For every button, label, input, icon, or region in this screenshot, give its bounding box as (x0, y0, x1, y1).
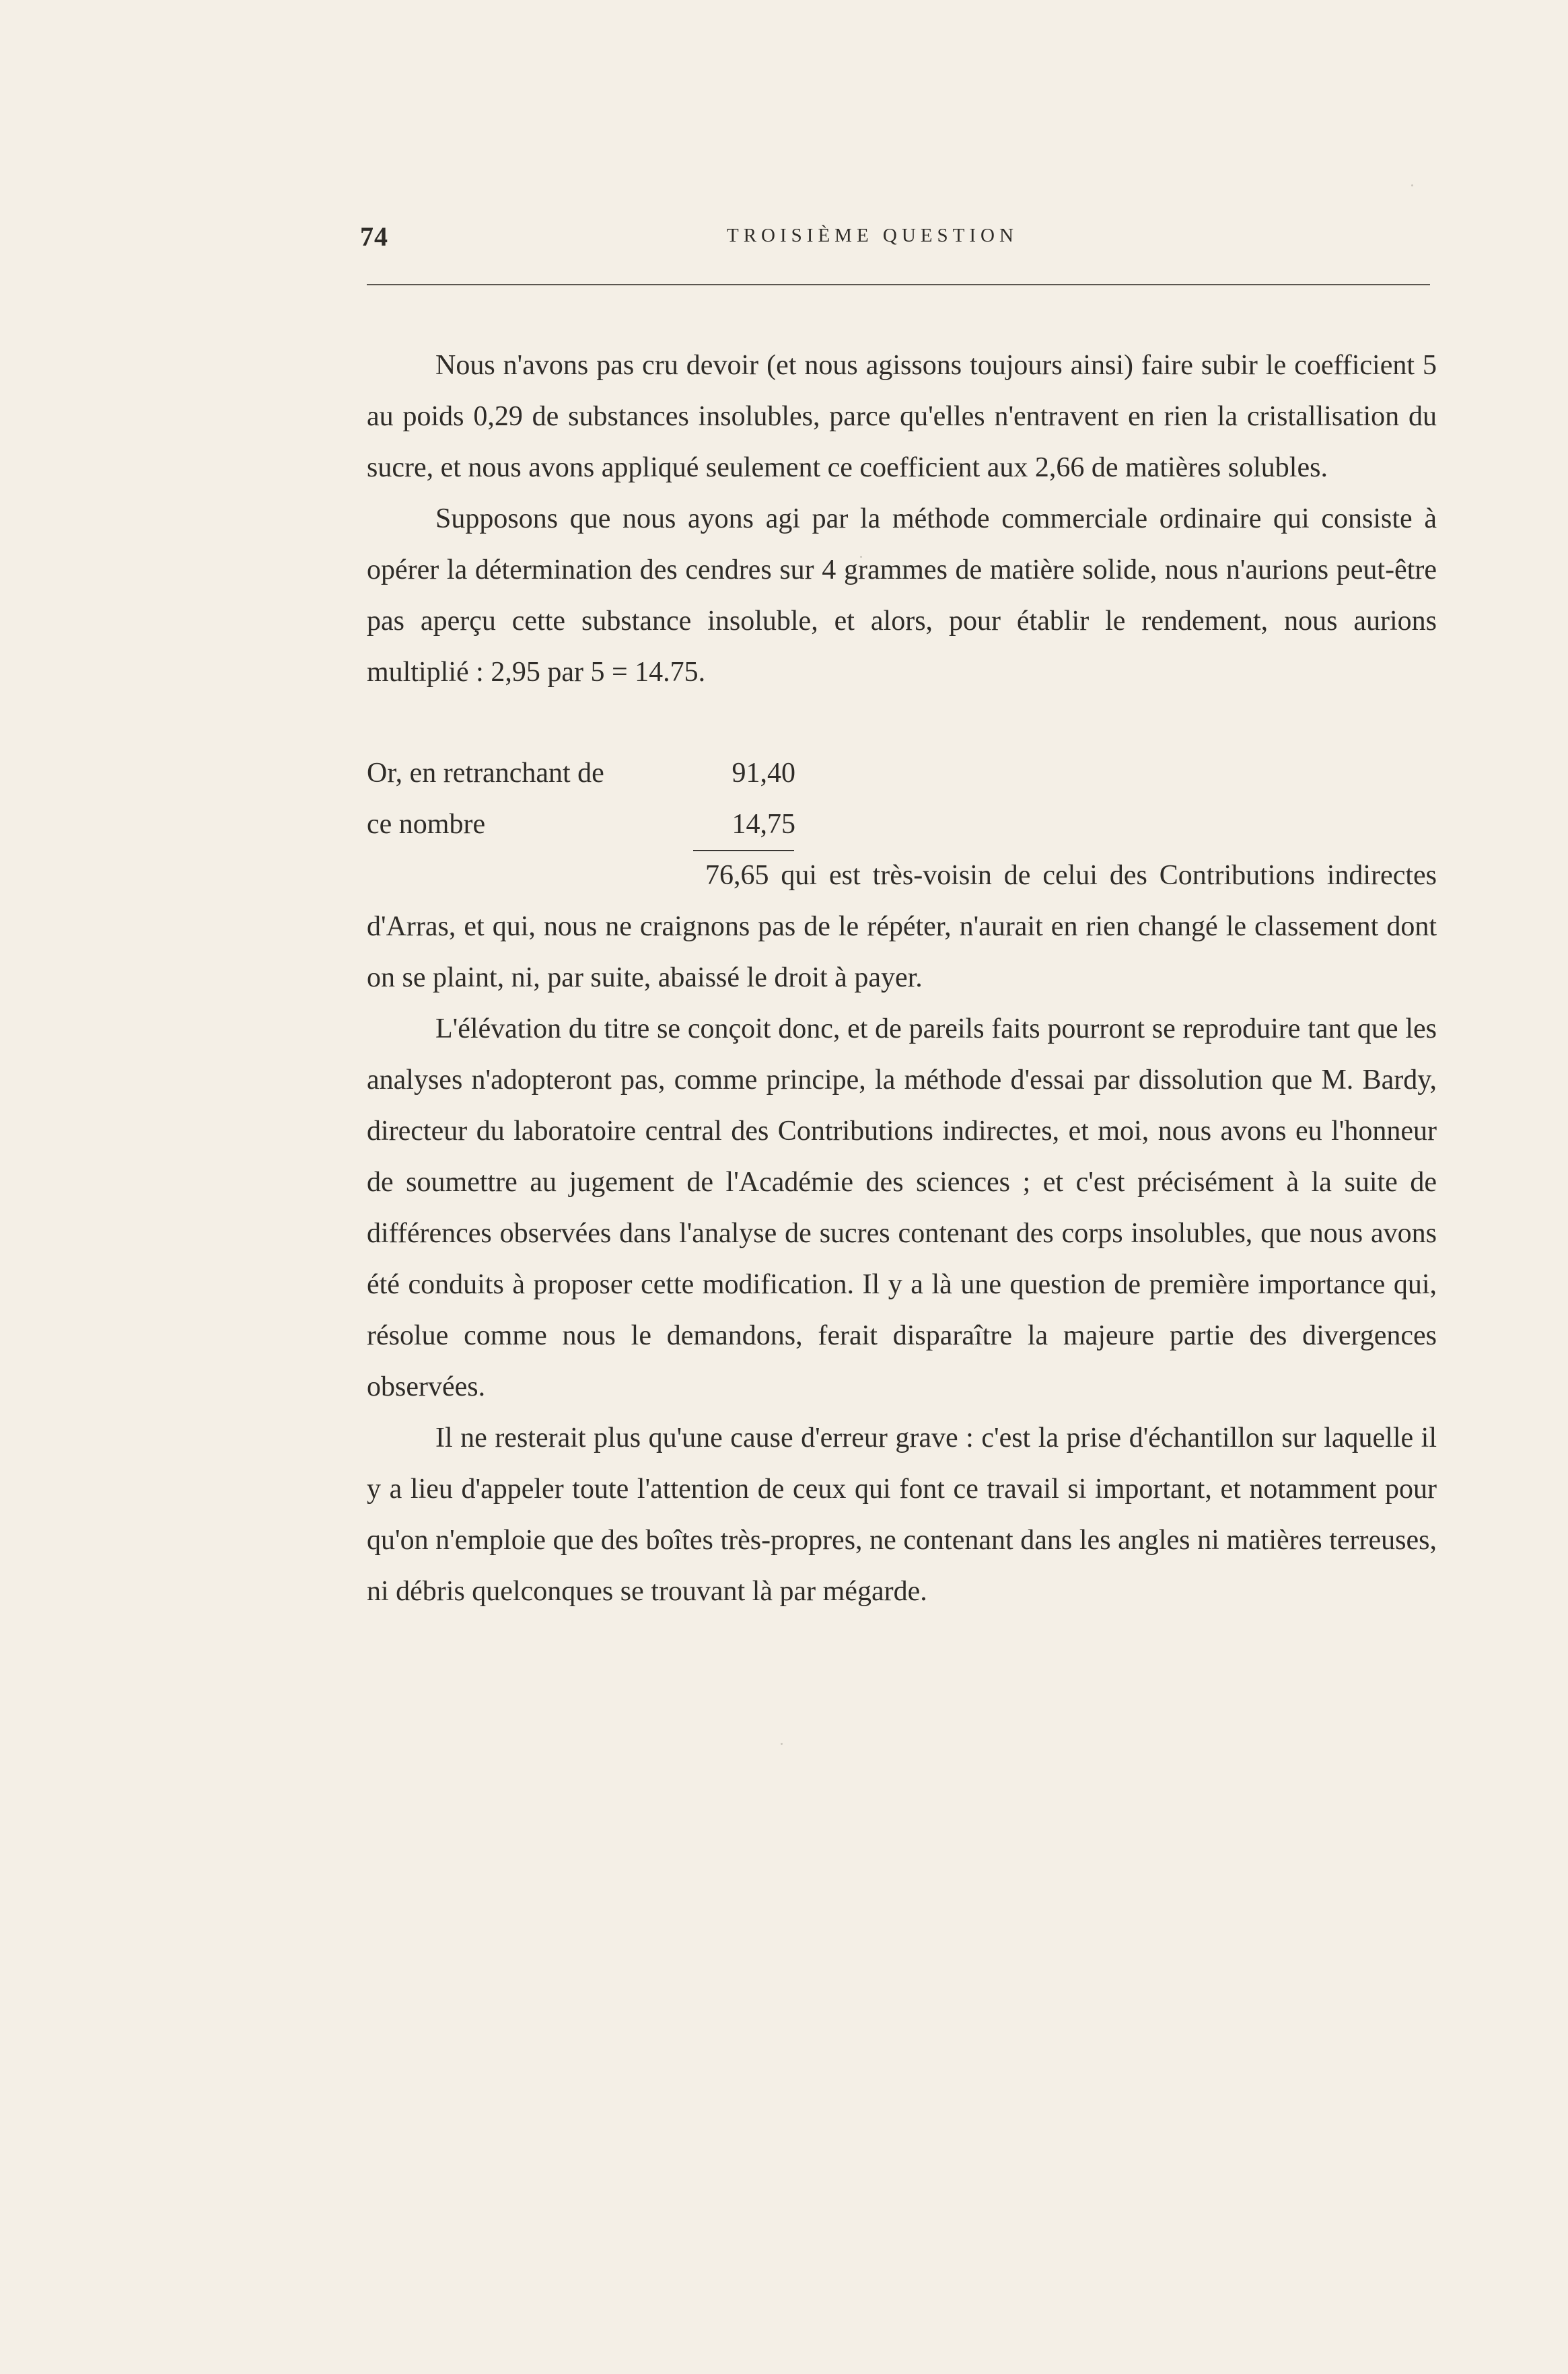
paragraph-3: L'élévation du titre se conçoit donc, et de pareils faits pourront se reproduire tant que les analyses n'adopteront pas, comme principe, la méthode d'essai par dissolution que M. Bardy, directeur du laboratoire central des Contributions indirectes, et moi, nous avons eu l'honneur de soumettre au jugement de l'Académie des sciences ; et c'est précisément à la suite de différences observées dans l'analyse de sucres contenant des corps insolubles, que nous avons été conduits à proposer cette modification. Il y a là une question de première importance qui, résolue comme nous le demandons, ferait disparaître la majeure partie des divergences observées. (367, 1013, 1437, 1402)
paper-speck (860, 556, 862, 558)
paragraph-4: Il ne resterait plus qu'une cause d'erreur grave : c'est la prise d'échantillon sur laquelle il y a lieu d'appeler toute l'attention de ceux qui font ce travail si important, et notamment pour qu'on n'emploie que des boîtes très-propres, ne contenant dans les angles ni matières terreuses, ni débris quelconques se trouvant là par mégarde. (367, 1423, 1437, 1607)
calculation-value-1: 91,40 (732, 758, 795, 789)
calculation-label-2: ce nombre (367, 809, 486, 840)
calculation-underline (693, 850, 794, 851)
running-title: TROISIÈME QUESTION (727, 225, 1018, 246)
paper-speck (1411, 184, 1413, 186)
header-rule (367, 284, 1430, 285)
paragraph-1: Nous n'avons pas cru devoir (et nous agissons toujours ainsi) faire subir le coefficient 5 au poids 0,29 de substances insolubles, parce qu'elles n'entravent en rien la cristallisation du sucre, et nous avons appliqué seulement ce coefficient aux 2,66 de matières solubles. (367, 350, 1437, 483)
page-header (360, 221, 1430, 261)
calculation-value-2: 14,75 (732, 809, 795, 840)
calculation-row-1 (367, 748, 1437, 799)
calculation-result-paragraph: 76,65 qui est très-voisin de celui des Contributions indirectes d'Arras, et qui, nous ne craignons pas de le répéter, n'aurait en rien changé le classement dont on se plaint, ni, par suite, abaissé le droit à payer. (367, 860, 1437, 993)
paragraph-2: Supposons que nous ayons agi par la méthode commerciale ordinaire qui consiste à opérer la détermination des cendres sur 4 grammes de matière solide, nous n'aurions peut-être pas aperçu cette substance insoluble, et alors, pour établir le rendement, nous aurions multiplié : 2,95 par 5 = 14.75. (367, 503, 1437, 688)
calculation-row-2 (367, 799, 1437, 850)
page-number: 74 (360, 221, 388, 252)
subtraction-calculation (367, 748, 1437, 1003)
paper-speck (781, 1743, 783, 1745)
calculation-label-1: Or, en retranchant de (367, 758, 604, 789)
body-text (367, 340, 1437, 1617)
